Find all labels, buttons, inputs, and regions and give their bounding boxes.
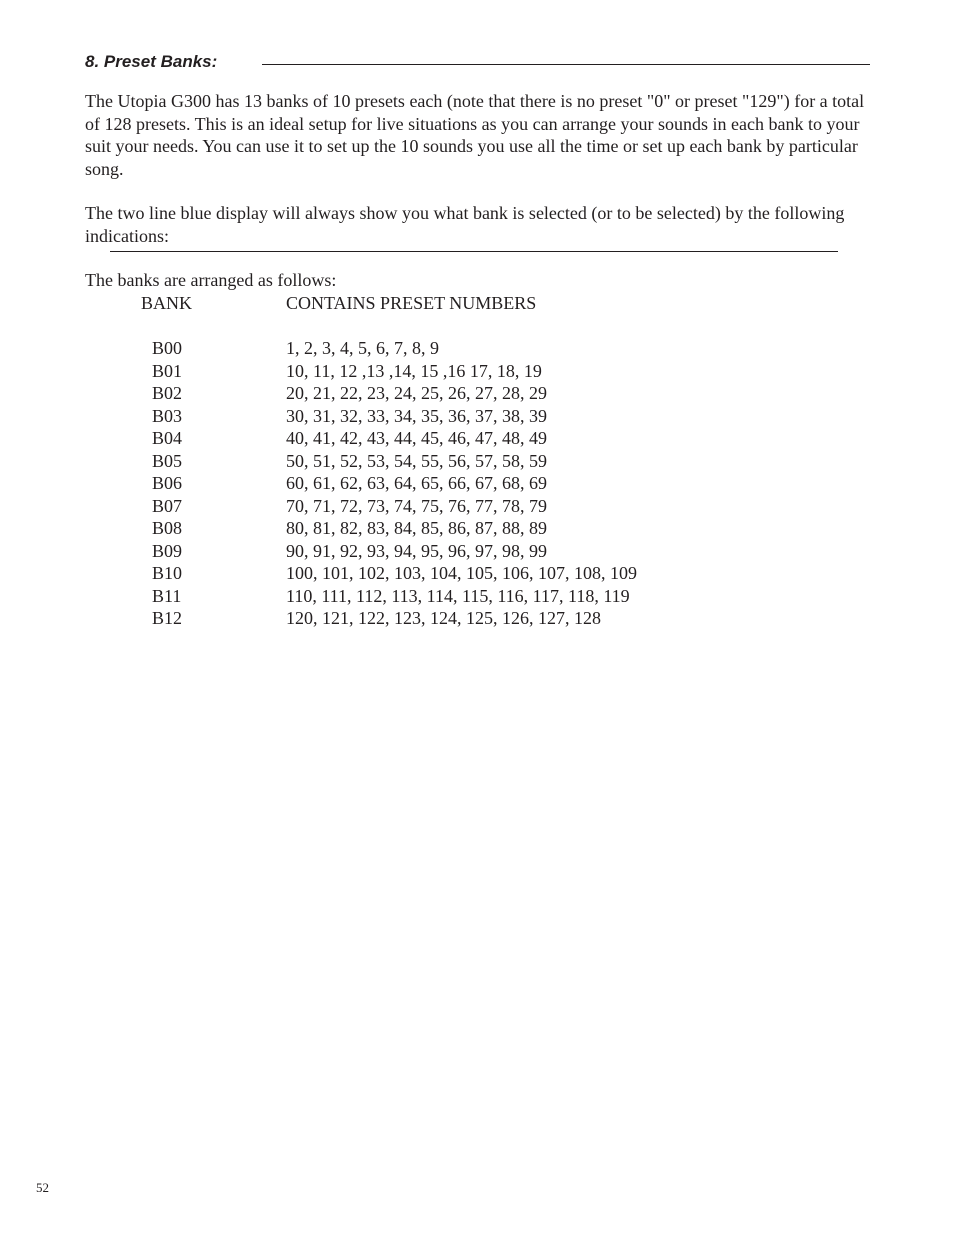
bank-presets: 40, 41, 42, 43, 44, 45, 46, 47, 48, 49 bbox=[286, 428, 547, 448]
bank-presets: 30, 31, 32, 33, 34, 35, 36, 37, 38, 39 bbox=[286, 405, 547, 426]
bank-presets: 90, 91, 92, 93, 94, 95, 96, 97, 98, 99 bbox=[286, 540, 547, 561]
bank-row bbox=[0, 472, 954, 495]
bank-presets: 50, 51, 52, 53, 54, 55, 56, 57, 58, 59 bbox=[286, 450, 547, 471]
bank-id: B03 bbox=[152, 405, 183, 426]
bank-id: B04 bbox=[152, 428, 183, 448]
bank-id: B12 bbox=[152, 608, 183, 628]
bank-presets: 20, 21, 22, 23, 24, 25, 26, 27, 28, 29 bbox=[286, 383, 547, 403]
bank-row bbox=[0, 562, 954, 585]
bank-presets: 120, 121, 122, 123, 124, 125, 126, 127, 128 bbox=[286, 608, 601, 628]
bank-presets: 80, 81, 82, 83, 84, 85, 86, 87, 88, 89 bbox=[286, 518, 547, 538]
display-paragraph: The two line blue display will always show you what bank is selected (or to be selected) by the following indications: bbox=[85, 203, 845, 246]
bank-table bbox=[0, 337, 954, 630]
bank-row bbox=[0, 607, 954, 630]
display-indication-rule bbox=[110, 251, 838, 252]
bank-id: B01 bbox=[152, 360, 183, 381]
bank-row bbox=[0, 382, 954, 405]
bank-id: B02 bbox=[152, 383, 183, 403]
bank-id: B06 bbox=[152, 473, 183, 493]
bank-list-intro: The banks are arranged as follows: bbox=[85, 270, 337, 290]
bank-presets: 70, 71, 72, 73, 74, 75, 76, 77, 78, 79 bbox=[286, 495, 547, 516]
heading-rule bbox=[262, 64, 870, 65]
bank-id: B10 bbox=[152, 563, 183, 583]
bank-row bbox=[0, 450, 954, 473]
bank-row bbox=[0, 585, 954, 608]
bank-id: B09 bbox=[152, 540, 183, 561]
presets-column-header: CONTAINS PRESET NUMBERS bbox=[286, 293, 537, 313]
bank-id: B00 bbox=[152, 338, 183, 358]
bank-row bbox=[0, 337, 954, 360]
bank-row bbox=[0, 360, 954, 383]
bank-id: B05 bbox=[152, 450, 183, 471]
bank-row bbox=[0, 540, 954, 563]
bank-id: B07 bbox=[152, 495, 183, 516]
bank-row bbox=[0, 495, 954, 518]
bank-row bbox=[0, 427, 954, 450]
bank-presets: 110, 111, 112, 113, 114, 115, 116, 117, 118, 119 bbox=[286, 585, 630, 606]
bank-row bbox=[0, 405, 954, 428]
bank-row bbox=[0, 517, 954, 540]
bank-presets: 10, 11, 12 ,13 ,14, 15 ,16 17, 18, 19 bbox=[286, 360, 542, 381]
bank-presets: 60, 61, 62, 63, 64, 65, 66, 67, 68, 69 bbox=[286, 473, 547, 493]
intro-paragraph: The Utopia G300 has 13 banks of 10 presets each (note that there is no preset "0" or preset "129") for a total of 128 presets. This is an ideal setup for live situations as you can arrange your sounds in each bank to your suit your needs. You can use it to set up the 10 sounds you use all the time or set up each bank by particular song. bbox=[85, 91, 865, 179]
bank-id: B08 bbox=[152, 518, 183, 538]
section-heading: 8. Preset Banks: bbox=[85, 52, 218, 71]
bank-presets: 1, 2, 3, 4, 5, 6, 7, 8, 9 bbox=[286, 338, 439, 358]
page-number: 52 bbox=[36, 1180, 49, 1195]
bank-presets: 100, 101, 102, 103, 104, 105, 106, 107, 108, 109 bbox=[286, 563, 637, 583]
bank-id: B11 bbox=[152, 585, 182, 606]
bank-column-header: BANK bbox=[141, 293, 193, 313]
